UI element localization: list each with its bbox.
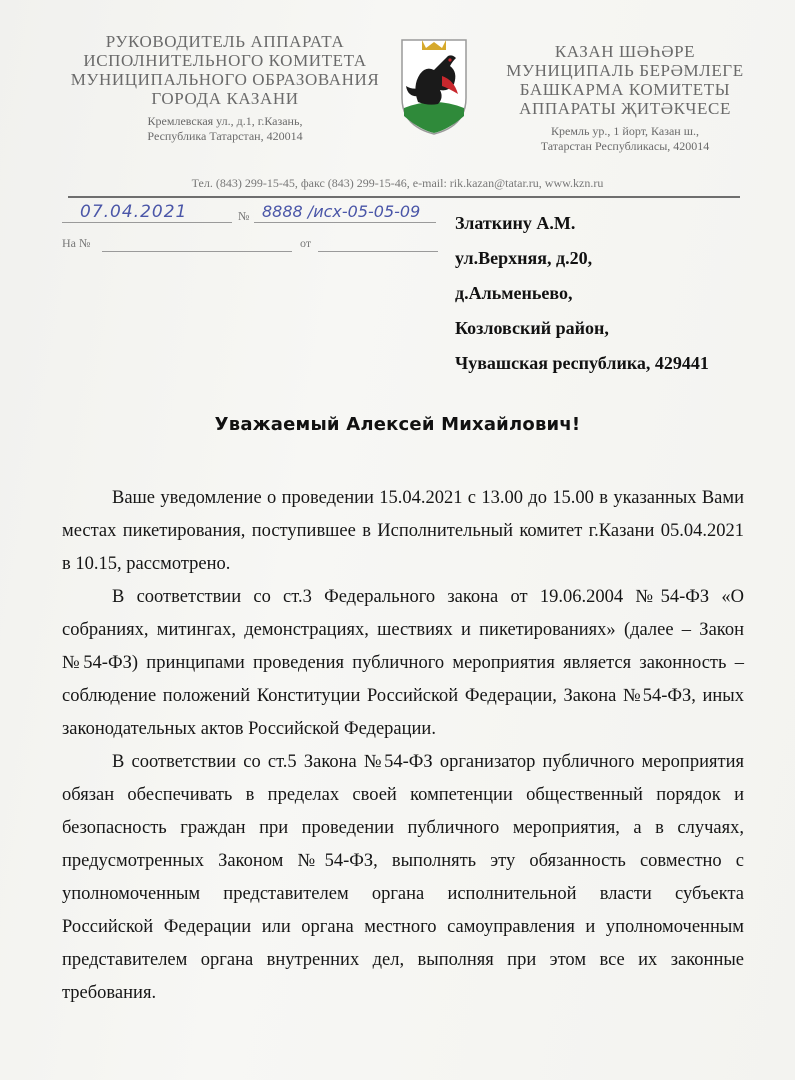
- header-left-russian: [60, 32, 390, 144]
- header-right-tatar: [505, 42, 745, 154]
- incoming-reference: [62, 236, 462, 260]
- kazan-dragon-coat-of-arms-icon: [398, 36, 470, 136]
- reference-underline: [102, 251, 292, 252]
- address-line: Кремль ур., 1 йорт, Казан ш.,: [551, 124, 699, 138]
- org-line: КАЗАН ШӘҺӘРЕ: [554, 42, 696, 61]
- org-name-russian: [60, 32, 390, 108]
- org-line: РУКОВОДИТЕЛЬ АППАРАТА: [105, 32, 345, 51]
- addressee-village: д.Альменьево,: [455, 283, 573, 303]
- body-paragraph: Ваше уведомление о проведении 15.04.2021 с 13.00 до 15.00 в указанных Вами местах пикетирования, поступившее в Исполнительный комитет г.Казани 05.04.2021 в 10.15, рассмотрено.: [62, 488, 744, 574]
- addressee-region: Чувашская республика, 429441: [455, 353, 709, 373]
- body-paragraph: В соответствии со ст.3 Федерального закона от 19.06.2004 №54-ФЗ «О собраниях, митингах, демонстрациях, шествиях и пикетированиях» (далее – Закон №54-ФЗ) принципами проведения публичного мероприятия является законность – соблюдение положений Конституции Российской Федерации, Закона №54-ФЗ, иных законодательных актов Российской Федерации.: [62, 587, 744, 739]
- org-line: МУНИЦИПАЛЬ БЕРӘМЛЕГЕ: [506, 61, 744, 80]
- org-line: АППАРАТЫ ҖИТӘКЧЕСЕ: [519, 99, 731, 118]
- date-underline: [62, 222, 232, 223]
- addressee-street: ул.Верхняя, д.20,: [455, 248, 593, 268]
- contact-line: Тел. (843) 299-15-45, факс (843) 299-15-46, e-mail: rik.kazan@tatar.ru, www.kzn.ru: [191, 176, 604, 190]
- org-line: МУНИЦИПАЛЬНОГО ОБРАЗОВАНИЯ: [70, 70, 380, 89]
- reference-label: На №: [62, 236, 91, 250]
- salutation: Уважаемый Алексей Михайлович!: [214, 414, 581, 435]
- org-line: ИСПОЛНИТЕЛЬНОГО КОМИТЕТА: [83, 51, 367, 70]
- addressee-name: Златкину А.М.: [455, 213, 576, 233]
- org-line: БАШКАРМА КОМИТЕТЫ: [519, 80, 731, 99]
- handwritten-date: 07.04.2021: [80, 202, 188, 222]
- org-address-tatar: [505, 124, 745, 154]
- body-paragraph: В соответствии со ст.5 Закона №54-ФЗ организатор публичного мероприятия обязан обеспечивать в пределах своей компетенции общественный порядок и безопасность граждан при проведении публичного мероприятия, а в случаях, предусмотренных Законом №54-ФЗ, выполнять эту обязанность совместно с уполномоченным представителем органа исполнительной власти субъекта Российской Федерации или органа местного самоуправления и уполномоченным представителем органа внутренних дел, выполняя при этом все их законные требования.: [62, 752, 744, 1003]
- org-line: ГОРОДА КАЗАНИ: [151, 89, 299, 108]
- from-label: от: [300, 236, 312, 250]
- address-line: Кремлевская ул., д.1, г.Казань,: [147, 114, 303, 128]
- address-line: Республика Татарстан, 420014: [147, 129, 303, 143]
- letter-body: [62, 482, 744, 1010]
- addressee-block: [455, 206, 775, 381]
- org-address-russian: [60, 114, 390, 144]
- address-line: Татарстан Республикасы, 420014: [540, 139, 710, 153]
- addressee-district: Козловский район,: [455, 318, 609, 338]
- header-divider: [68, 196, 740, 198]
- outgoing-registration: [62, 202, 462, 226]
- org-name-tatar: [505, 42, 745, 118]
- handwritten-number: 8888 /исх-05-05-09: [262, 202, 421, 221]
- number-underline: [254, 222, 436, 223]
- from-underline: [318, 251, 438, 252]
- number-label: №: [238, 209, 250, 223]
